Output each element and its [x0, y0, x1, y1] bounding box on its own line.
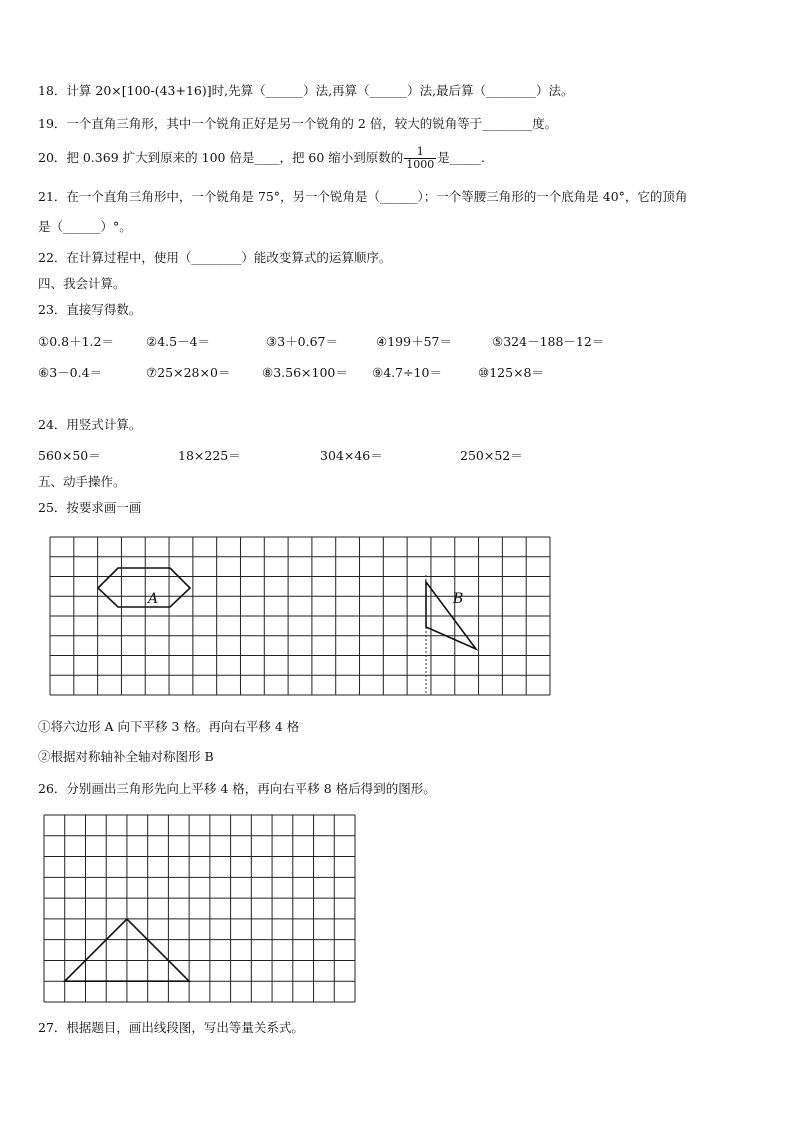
question-21-line-2: 是（______）°。	[38, 219, 132, 234]
hexagon-a-label: A	[148, 591, 159, 607]
question-25: 25．按要求画一画	[38, 500, 142, 515]
question-22: 22．在计算过程中，使用（________）能改变算式的运算顺序。	[38, 250, 392, 265]
q25-step-1: ①将六边形 A 向下平移 3 格。再向右平移 4 格	[38, 719, 300, 734]
vertical-calc-3: 304×46＝	[320, 448, 383, 463]
calc-item-6: ⑥3－0.4＝	[38, 365, 103, 380]
grid-q26-lines	[44, 815, 355, 1002]
figure-b-label: B	[453, 591, 464, 607]
fraction-one-thousandth	[404, 146, 436, 171]
grid-q25-lines	[50, 537, 550, 695]
question-20-text-after: 是_____.	[437, 150, 486, 165]
calc-item-3: ③3＋0.67＝	[266, 334, 338, 349]
vertical-calc-1: 560×50＝	[38, 448, 101, 463]
q25-step-2: ②根据对称轴补全轴对称图形 B	[38, 749, 214, 764]
calc-item-2: ②4.5－4＝	[146, 334, 211, 349]
calc-item-9: ⑨4.7÷10＝	[372, 365, 442, 380]
question-27: 27．根据题目，画出线段图，写出等量关系式。	[38, 1020, 304, 1035]
calc-item-10: ⑩125×8＝	[478, 365, 544, 380]
calc-item-5: ⑤324－188－12＝	[492, 334, 605, 349]
grid-q25	[50, 537, 551, 695]
calc-item-7: ⑦25×28×0＝	[146, 365, 231, 380]
question-26: 26．分别画出三角形先向上平移 4 格，再向右平移 8 格后得到的图形。	[38, 781, 436, 796]
calc-item-1: ①0.8＋1.2＝	[38, 334, 114, 349]
section-4-heading: 四、我会计算。	[38, 276, 126, 291]
question-18: 18．计算 20×[100-(43+16)]时,先算（______）法,再算（______）法,最后算（________）法。	[38, 83, 574, 98]
question-20	[38, 146, 485, 171]
calc-item-8: ⑧3.56×100＝	[262, 365, 348, 380]
question-24: 24．用竖式计算。	[38, 417, 142, 432]
question-19: 19．一个直角三角形，其中一个锐角正好是另一个锐角的 2 倍，较大的锐角等于________度。	[38, 116, 558, 131]
question-20-text-before: 20．把 0.369 扩大到原来的 100 倍是____，把 60 缩小到原数的	[38, 150, 404, 165]
section-5-heading: 五、动手操作。	[38, 474, 126, 489]
calc-item-4: ④199＋57＝	[376, 334, 452, 349]
vertical-calc-4: 250×52＝	[460, 448, 523, 463]
question-23: 23．直接写得数。	[38, 302, 142, 317]
vertical-calc-2: 18×225＝	[178, 448, 241, 463]
hexagon-a	[98, 568, 190, 607]
fraction-denominator: 1000	[406, 158, 435, 171]
fraction-numerator: 1	[404, 146, 436, 159]
grid-q26	[44, 815, 355, 1002]
question-21-line-1: 21．在一个直角三角形中，一个锐角是 75°，另一个锐角是（______）；一个等腰三角形的一个底角是 40°，它的顶角	[38, 189, 688, 204]
